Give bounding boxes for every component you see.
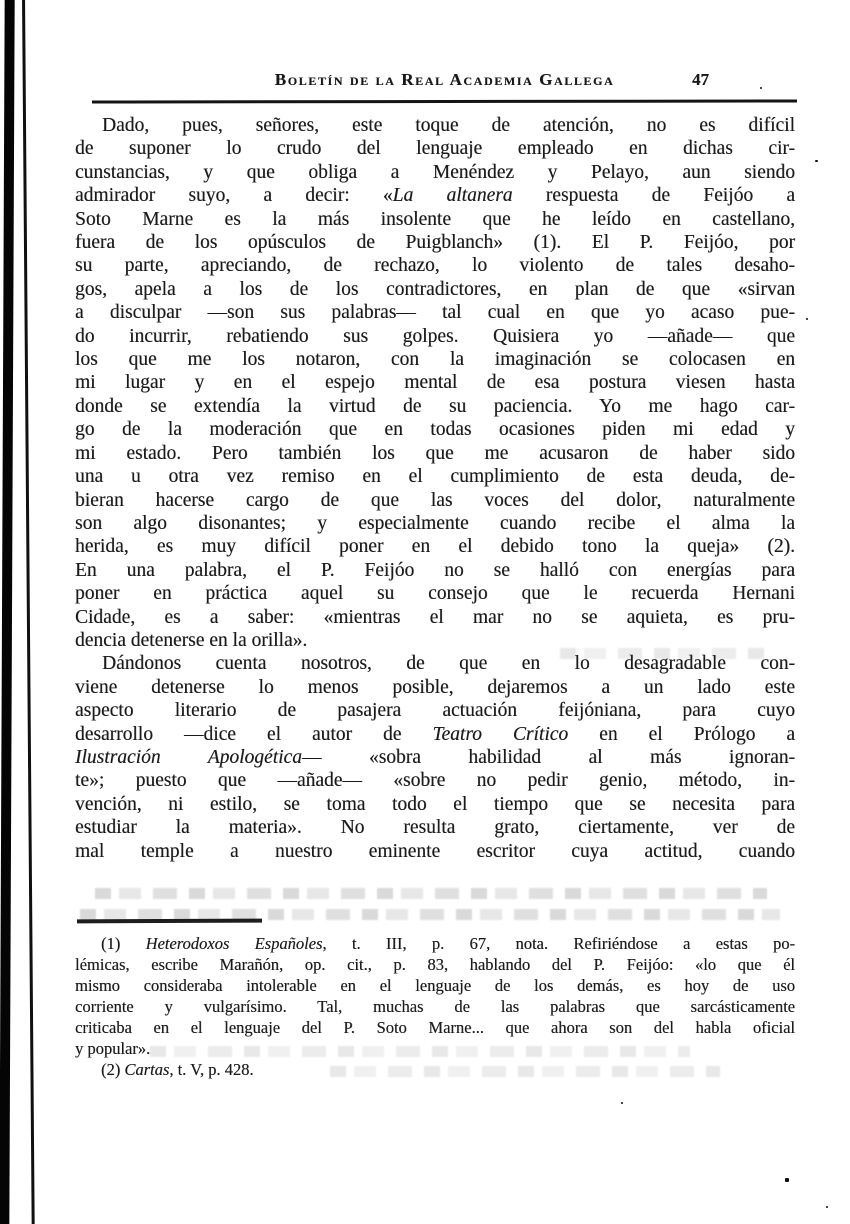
text-segment: , t. III, p. 67, nota. Refiriéndose a estas po- <box>322 934 795 953</box>
text-segment: a disculpar —son sus palabras— tal cual en que yo acaso pue- <box>75 302 795 324</box>
text-segment: en el Prólogo a <box>568 723 796 745</box>
text-segment: de suponer lo crudo del lenguaje empleado en dichas cir- <box>75 138 795 160</box>
text-segment: corriente y vulgarísimo. Tal, muchas de las palabras que sarcásticamente <box>75 997 795 1016</box>
scan-speckle <box>806 318 808 320</box>
italic-text-segment: Cartas <box>124 1060 170 1079</box>
text-segment: son algo disonantes; y especialmente cuando recibe el alma la <box>75 512 795 534</box>
ghost-text-line <box>560 648 765 659</box>
text-segment: Dado, pues, señores, este toque de atención, no es difícil <box>102 115 795 136</box>
text-segment: los que me los notaron, con la imaginación se colocasen en <box>75 349 795 371</box>
text-line <box>75 840 795 863</box>
italic-text-segment: Ilustración Apologética <box>75 746 302 768</box>
running-header <box>92 70 797 96</box>
text-line <box>75 582 795 605</box>
footnote-separator <box>77 919 262 924</box>
text-line <box>75 489 795 512</box>
page-number: 47 <box>692 70 709 89</box>
text-line <box>75 793 795 816</box>
text-segment: te»; puesto que —añade— «sobre no pedir genio, método, in- <box>75 770 795 792</box>
text-segment: dencia detenerse en la orilla». <box>75 629 308 651</box>
text-line <box>75 114 795 137</box>
text-line <box>75 278 795 301</box>
binding-shadow <box>0 0 15 1224</box>
italic-text-segment: Heterodoxos Españoles <box>145 934 323 953</box>
paragraph <box>75 1059 795 1080</box>
text-line <box>75 208 795 231</box>
text-line <box>75 769 795 792</box>
scan-speckle <box>826 1206 828 1208</box>
text-segment: go de la moderación que en todas ocasiones piden mi edad y <box>75 419 795 441</box>
body-text <box>75 114 795 863</box>
text-line <box>75 746 795 769</box>
text-segment: En una palabra, el P. Feijóo no se halló con energías para <box>75 559 795 581</box>
text-segment: su parte, apreciando, de rechazo, lo violento de tales desaho- <box>75 255 795 277</box>
text-line <box>75 559 795 582</box>
paragraph <box>75 114 795 652</box>
text-segment: desarrollo —dice el autor de <box>75 723 433 745</box>
text-segment: poner en práctica aquel su consejo que le recuerda Hernani <box>75 583 795 605</box>
text-line <box>75 512 795 535</box>
text-line <box>75 1038 795 1059</box>
text-line <box>75 137 795 160</box>
text-line <box>75 442 795 465</box>
text-line <box>75 348 795 371</box>
ghost-text-line <box>95 888 767 899</box>
text-segment: lémicas, escribe Marañón, op. cit., p. 83, hablando del P. Feijóo: «lo que él <box>75 955 795 974</box>
text-segment: aspecto literario de pasajera actuación feijóniana, para cuyo <box>75 700 795 722</box>
text-segment: mi lugar y en el espejo mental de esa postura viesen hasta <box>75 372 795 394</box>
text-line <box>75 1059 795 1080</box>
text-line <box>75 301 795 324</box>
text-segment: fuera de los opúsculos de Puigblanch» (1). El P. Feijóo, por <box>75 232 795 254</box>
text-segment: viene detenerse lo menos posible, dejaremos a un lado este <box>75 676 795 698</box>
text-segment: estudiar la materia». No resulta grato, ciertamente, ver de <box>75 817 795 839</box>
text-line <box>75 325 795 348</box>
text-line <box>75 606 795 629</box>
text-segment: Soto Marne es la más insolente que he leído en castellano, <box>75 208 795 230</box>
scan-speckle <box>815 160 818 162</box>
text-segment: donde se extendía la virtud de su paciencia. Yo me hago car- <box>75 395 795 417</box>
text-segment: mi estado. Pero también los que me acusaron de haber sido <box>75 442 795 464</box>
text-segment: bieran hacerse cargo de que las voces del dolor, naturalmente <box>75 489 795 511</box>
text-segment: Cidade, es a saber: «mientras el mar no se aquieta, es pru- <box>75 606 795 628</box>
text-segment: cunstancias, y que obliga a Menéndez y Pelayo, aun siendo <box>75 161 795 183</box>
paragraph <box>75 933 795 1059</box>
text-line <box>75 535 795 558</box>
text-line <box>75 954 795 975</box>
binding-line <box>22 0 35 1224</box>
text-segment: mismo consideraba intolerable en el lenguaje de los demás, es hoy de uso <box>75 976 795 995</box>
text-segment: gos, apela a los de los contradictores, en plan de que «sirvan <box>75 278 795 300</box>
journal-title: Boletín de la Real Academia Gallega <box>274 70 615 89</box>
text-segment: respuesta de Feijóo a <box>512 185 795 207</box>
paragraph <box>75 652 795 863</box>
text-segment: — «sobra habilidad al más ignoran- <box>301 746 795 768</box>
text-segment: Dándonos cuenta nosotros, de que en lo desagradable con- <box>102 653 795 675</box>
italic-text-segment: Teatro Crítico <box>432 723 569 745</box>
scan-speckle <box>760 87 762 89</box>
text-segment: criticaba en el lenguaje del P. Soto Marne... que ahora son del habla oficial <box>75 1018 795 1037</box>
text-segment: vención, ni estilo, se toma todo el tiempo que se necesita para <box>75 793 795 815</box>
text-segment: , t. V, p. 428. <box>169 1060 254 1079</box>
text-segment: mal temple a nuestro eminente escritor cuya actitud, cuando <box>75 840 795 862</box>
text-segment: y popular». <box>75 1039 151 1058</box>
italic-text-segment: La altanera <box>392 185 513 207</box>
text-line <box>75 1017 795 1038</box>
text-segment: herida, es muy difícil poner en el debido tono la queja» (2). <box>75 536 795 558</box>
scan-speckle <box>621 1102 623 1104</box>
text-line <box>75 723 795 746</box>
text-line <box>75 371 795 394</box>
text-segment: admirador suyo, a decir: « <box>75 185 393 207</box>
scan-speckle <box>785 1178 789 1182</box>
text-line <box>75 465 795 488</box>
text-line <box>75 996 795 1017</box>
header-rule <box>92 100 797 104</box>
text-line <box>75 395 795 418</box>
text-line <box>75 933 795 954</box>
text-line <box>75 676 795 699</box>
text-line <box>75 184 795 207</box>
text-line <box>75 975 795 996</box>
text-line <box>75 816 795 839</box>
footnotes <box>75 933 795 1080</box>
text-segment: una u otra vez remiso en el cumplimiento de esta deuda, de- <box>75 466 795 488</box>
text-segment: do incurrir, rebatiendo sus golpes. Quisiera yo —añade— que <box>75 325 795 347</box>
text-segment: (2) <box>101 1060 125 1079</box>
text-line <box>75 418 795 441</box>
text-line <box>75 699 795 722</box>
text-line <box>75 254 795 277</box>
text-line <box>75 161 795 184</box>
text-segment: (1) <box>101 934 146 953</box>
text-line <box>75 231 795 254</box>
